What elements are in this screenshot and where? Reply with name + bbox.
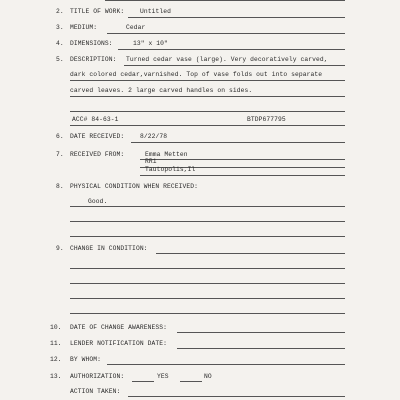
description-rule-4: [70, 111, 345, 112]
physical-condition-rule-2: [70, 221, 345, 222]
physical-condition-rule-1: [70, 206, 345, 207]
date-received-label: DATE RECEIVED:: [70, 133, 125, 140]
action-taken-line: [128, 396, 345, 397]
description-rule-3: [70, 96, 345, 97]
by-whom-label: BY WHOM:: [70, 356, 102, 363]
date-received-value: 8/22/78: [140, 133, 168, 140]
description-rule-5: [70, 125, 345, 126]
item-3-number: 3.: [56, 24, 64, 31]
authorization-yes-label: YES: [157, 373, 169, 380]
change-in-condition-rule-1: [156, 253, 345, 254]
physical-condition-label: PHYSICAL CONDITION WHEN RECEIVED:: [70, 183, 198, 190]
description-rule-1: [124, 65, 345, 66]
top-rule: [105, 0, 345, 1]
dimensions-value: 13" x 10": [133, 40, 168, 47]
received-from-city: Tautopolis,Il: [145, 166, 196, 173]
authorization-no-label: NO: [204, 373, 212, 380]
received-from-label: RECEIVED FROM:: [70, 151, 125, 158]
item-6-number: 6.: [56, 133, 64, 140]
dimensions-label: DIMENSIONS:: [70, 40, 113, 47]
date-received-line: [131, 142, 345, 143]
date-of-change-line: [177, 332, 345, 333]
received-from-name: Emma Metten: [145, 151, 188, 158]
item-7-number: 7.: [56, 151, 64, 158]
title-of-work-label: TITLE OF WORK:: [70, 8, 125, 15]
received-from-rule-3: [140, 175, 345, 176]
description-line-2: dark colored cedar,varnished. Top of vase folds out into separate: [70, 71, 323, 78]
change-in-condition-rule-3: [70, 283, 345, 284]
item-2-number: 2.: [56, 8, 64, 15]
by-whom-line: [107, 364, 345, 365]
item-11-number: 11.: [50, 340, 62, 347]
description-line-1: Turned cedar vase (large). Very decoratively carved,: [126, 56, 328, 63]
authorization-no-blank: [180, 381, 202, 382]
accession-number: ACC# 84-63-1: [72, 116, 119, 123]
item-5-number: 5.: [56, 56, 64, 63]
change-in-condition-label: CHANGE IN CONDITION:: [70, 245, 148, 252]
item-13-number: 13.: [50, 373, 62, 380]
medium-value: Cedar: [126, 24, 146, 31]
item-4-number: 4.: [56, 40, 64, 47]
physical-condition-rule-3: [70, 236, 345, 237]
description-label: DESCRIPTION:: [70, 56, 117, 63]
change-in-condition-rule-4: [70, 298, 345, 299]
description-rule-2: [70, 80, 345, 81]
item-12-number: 12.: [50, 356, 62, 363]
received-from-rule-1: [140, 159, 345, 160]
change-in-condition-rule-5: [70, 313, 345, 314]
lender-notification-line: [177, 348, 345, 349]
photo-number: BTDP677795: [247, 116, 286, 123]
medium-line: [107, 33, 345, 34]
item-9-number: 9.: [56, 245, 64, 252]
authorization-label: AUTHORIZATION:: [70, 373, 125, 380]
description-line-3: carved leaves. 2 large carved handles on sides.: [70, 87, 253, 94]
medium-label: MEDIUM:: [70, 24, 98, 31]
item-8-number: 8.: [56, 183, 64, 190]
date-of-change-label: DATE OF CHANGE AWARENESS:: [70, 324, 167, 331]
item-10-number: 10.: [50, 324, 62, 331]
physical-condition-value: Good.: [88, 198, 108, 205]
change-in-condition-rule-2: [70, 268, 345, 269]
title-of-work-line: [128, 17, 345, 18]
received-from-address: RR1: [145, 158, 157, 165]
authorization-yes-blank: [132, 381, 154, 382]
lender-notification-label: LENDER NOTIFICATION DATE:: [70, 340, 167, 347]
dimensions-line: [118, 49, 345, 50]
title-of-work-value: Untitled: [140, 8, 172, 15]
action-taken-label: ACTION TAKEN:: [70, 388, 121, 395]
